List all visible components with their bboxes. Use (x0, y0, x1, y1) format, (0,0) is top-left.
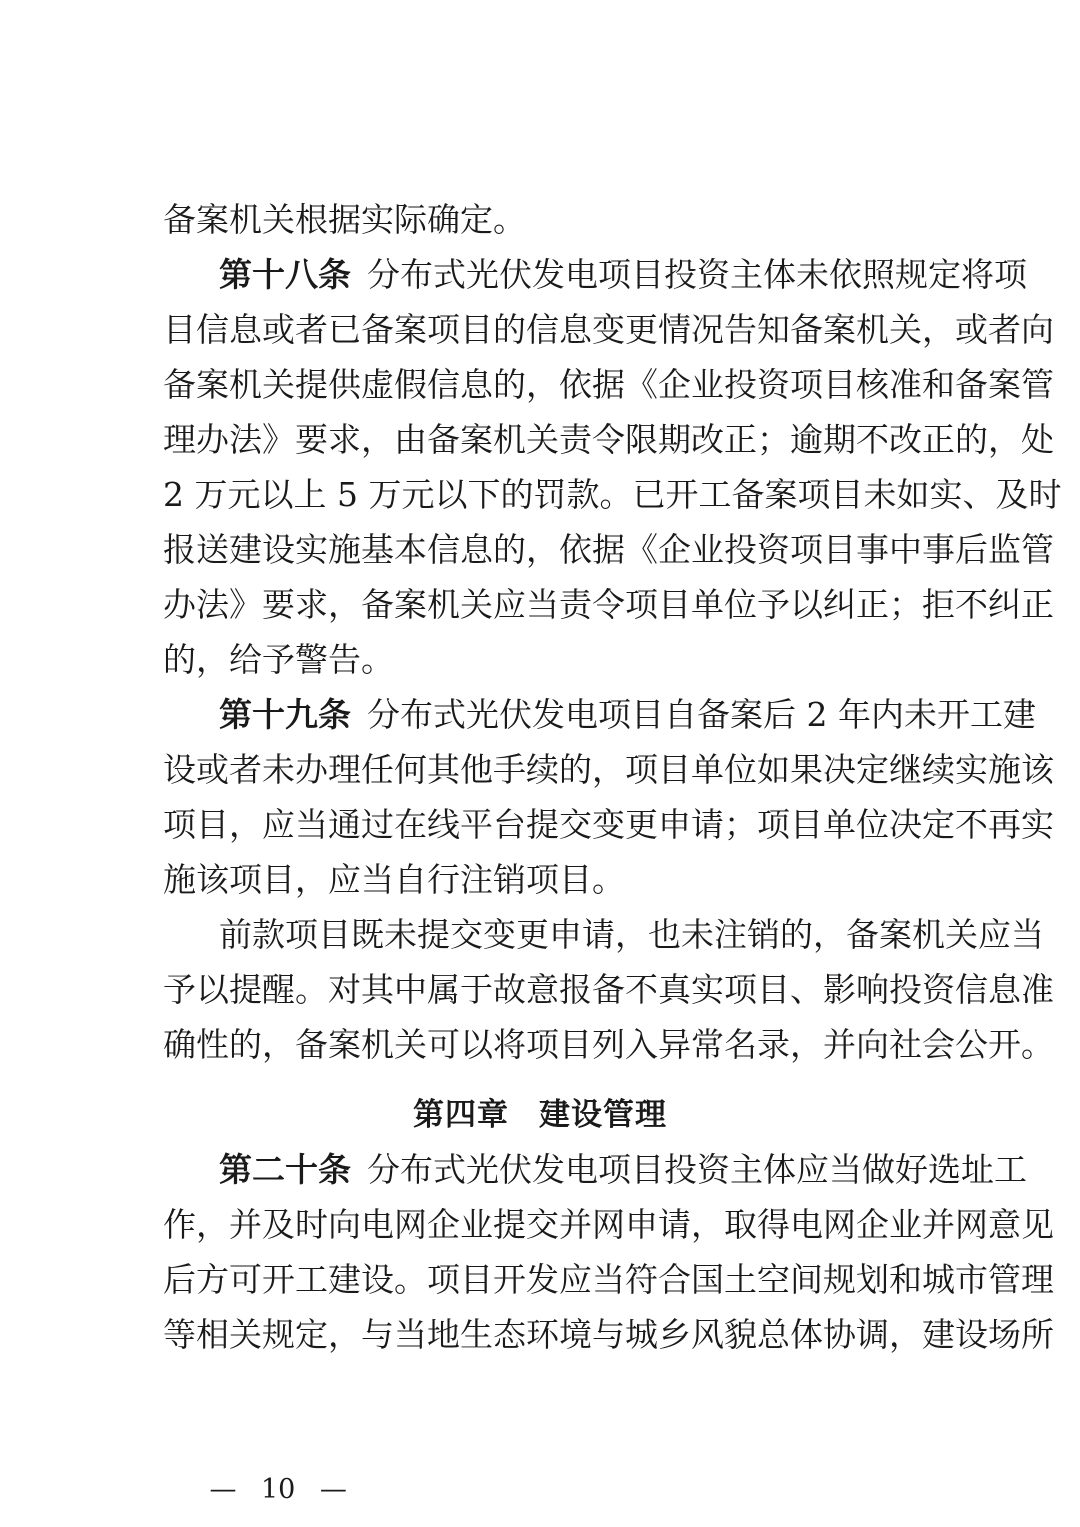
page-number: 10 (261, 1474, 296, 1505)
page-number-footer (205, 1470, 351, 1510)
chapter-title: 建设管理 (539, 1097, 667, 1133)
paragraph-line: 设或者未办理任何其他手续的，项目单位如果决定继续实施该 (163, 750, 1054, 789)
article-19-first-line (219, 685, 1036, 745)
footer-dash-left: — (209, 1474, 237, 1505)
article-19-text: 分布式光伏发电项目自备案后 2 年内未开工建 (367, 695, 1036, 734)
paragraph-line: 备案机关根据实际确定。 (163, 200, 526, 239)
paragraph-line: 等相关规定，与当地生态环境与城乡风貌总体协调，建设场所 (163, 1315, 1054, 1354)
paragraph-line: 前款项目既未提交变更申请，也未注销的，备案机关应当 (219, 915, 1044, 954)
chapter-heading (0, 1085, 1080, 1145)
article-19-label: 第十九条 (219, 695, 351, 734)
article-20-first-line (219, 1140, 1027, 1200)
article-18-first-line (219, 245, 1027, 305)
paragraph-line: 报送建设实施基本信息的，依据《企业投资项目事中事后监管 (163, 530, 1054, 569)
article-20-text: 分布式光伏发电项目投资主体应当做好选址工 (367, 1150, 1027, 1189)
article-18-label: 第十八条 (219, 255, 351, 294)
paragraph-line: 作，并及时向电网企业提交并网申请，取得电网企业并网意见 (163, 1205, 1054, 1244)
paragraph-line: 2 万元以上 5 万元以下的罚款。已开工备案项目未如实、及时 (163, 475, 1062, 514)
paragraph-line: 理办法》要求，由备案机关责令限期改正；逾期不改正的，处 (163, 420, 1054, 459)
paragraph-line: 确性的，备案机关可以将项目列入异常名录，并向社会公开。 (163, 1025, 1054, 1064)
paragraph-line: 目信息或者已备案项目的信息变更情况告知备案机关，或者向 (163, 310, 1054, 349)
article-20-label: 第二十条 (219, 1150, 351, 1189)
paragraph-line: 予以提醒。对其中属于故意报备不真实项目、影响投资信息准 (163, 970, 1054, 1009)
chapter-number: 第四章 (413, 1097, 509, 1133)
article-18-text: 分布式光伏发电项目投资主体未依照规定将项 (367, 255, 1027, 294)
paragraph-line: 备案机关提供虚假信息的，依据《企业投资项目核准和备案管 (163, 365, 1054, 404)
paragraph-line: 的，给予警告。 (163, 640, 394, 679)
paragraph-line: 后方可开工建设。项目开发应当符合国土空间规划和城市管理 (163, 1260, 1054, 1299)
footer-dash-right: — (319, 1474, 347, 1505)
paragraph-line: 项目，应当通过在线平台提交变更申请；项目单位决定不再实 (163, 805, 1054, 844)
paragraph-line: 施该项目，应当自行注销项目。 (163, 860, 625, 899)
paragraph-line: 办法》要求，备案机关应当责令项目单位予以纠正；拒不纠正 (163, 585, 1054, 624)
